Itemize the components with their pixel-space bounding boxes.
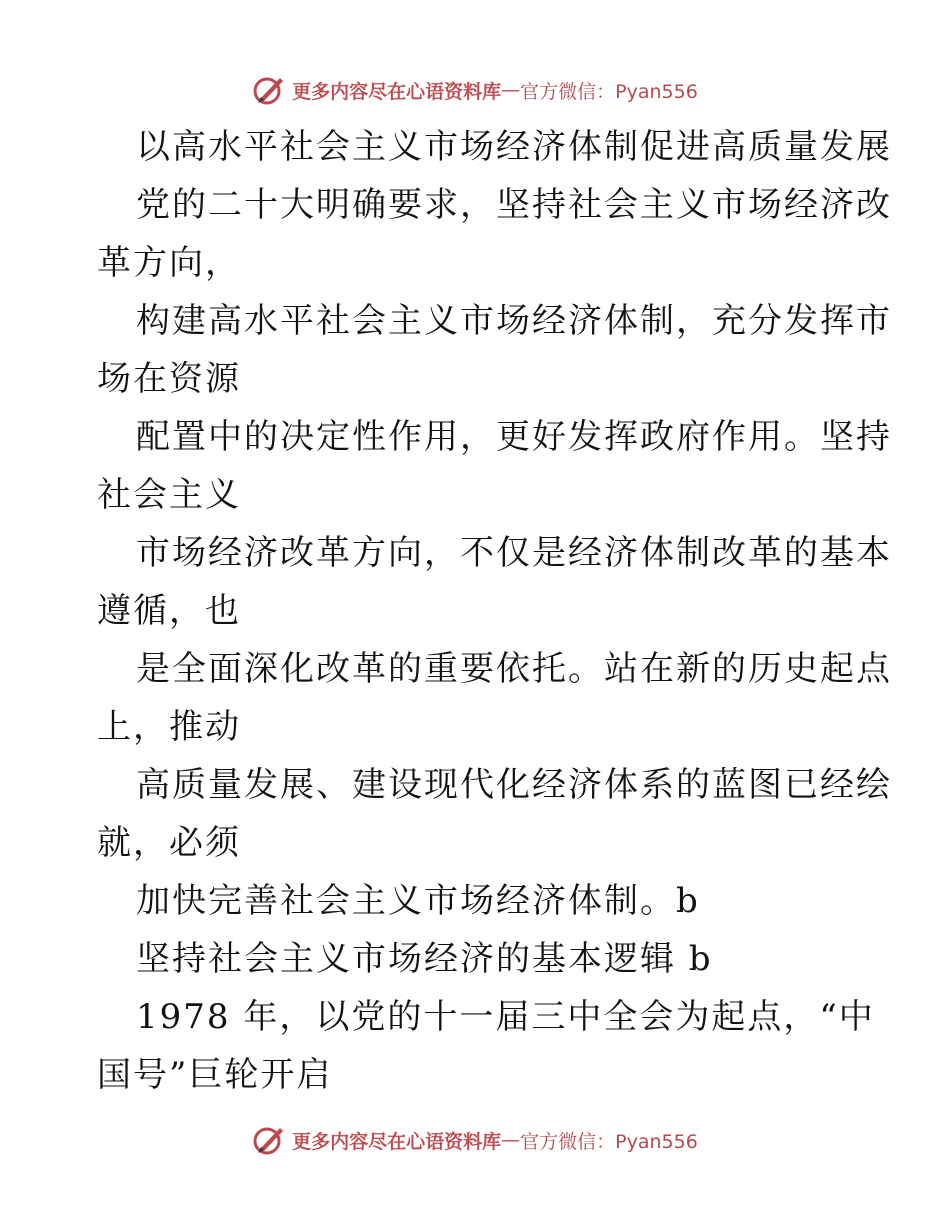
text-line: 革方向， bbox=[97, 243, 241, 283]
watermark-footer bbox=[0, 1120, 950, 1160]
text-line: 社会主义 bbox=[97, 475, 241, 515]
text-line: 上，推动 bbox=[97, 707, 241, 747]
watermark-brand: 更多内容尽在心语资料库 bbox=[292, 1130, 502, 1153]
text-line: 构建高水平社会主义市场经济体制，充分发挥市 bbox=[136, 301, 892, 341]
watermark-separator: — bbox=[501, 1129, 521, 1151]
text-line: 市场经济改革方向，不仅是经济体制改革的基本 bbox=[136, 533, 892, 573]
watermark-wechat: 官方微信：Pyan556 bbox=[520, 80, 698, 103]
text-line: 是全面深化改革的重要依托。站在新的历史起点 bbox=[136, 649, 892, 689]
quill-logo-icon bbox=[252, 1123, 286, 1157]
text-line: 遵循，也 bbox=[97, 591, 241, 631]
text-line: 配置中的决定性作用，更好发挥政府作用。坚持 bbox=[136, 417, 892, 457]
watermark-brand: 更多内容尽在心语资料库 bbox=[292, 80, 502, 103]
text-line: 就，必须 bbox=[97, 823, 241, 863]
watermark-separator: — bbox=[501, 79, 521, 101]
quill-logo-icon bbox=[252, 73, 286, 107]
watermark-wechat: 官方微信：Pyan556 bbox=[520, 1130, 698, 1153]
watermark-header bbox=[0, 70, 950, 110]
document-body bbox=[97, 118, 892, 1104]
text-line: 场在资源 bbox=[97, 359, 241, 399]
text-line: 1978 年，以党的十一届三中全会为起点，“中 bbox=[136, 997, 875, 1037]
text-line: 国号”巨轮开启 bbox=[97, 1055, 333, 1095]
text-line: 以高水平社会主义市场经济体制促进高质量发展 bbox=[136, 127, 892, 167]
text-line: 坚持社会主义市场经济的基本逻辑 b bbox=[136, 939, 713, 979]
text-line: 党的二十大明确要求，坚持社会主义市场经济改 bbox=[136, 185, 892, 225]
text-line: 高质量发展、建设现代化经济体系的蓝图已经绘 bbox=[136, 765, 892, 805]
text-line: 加快完善社会主义市场经济体制。b bbox=[136, 881, 700, 921]
